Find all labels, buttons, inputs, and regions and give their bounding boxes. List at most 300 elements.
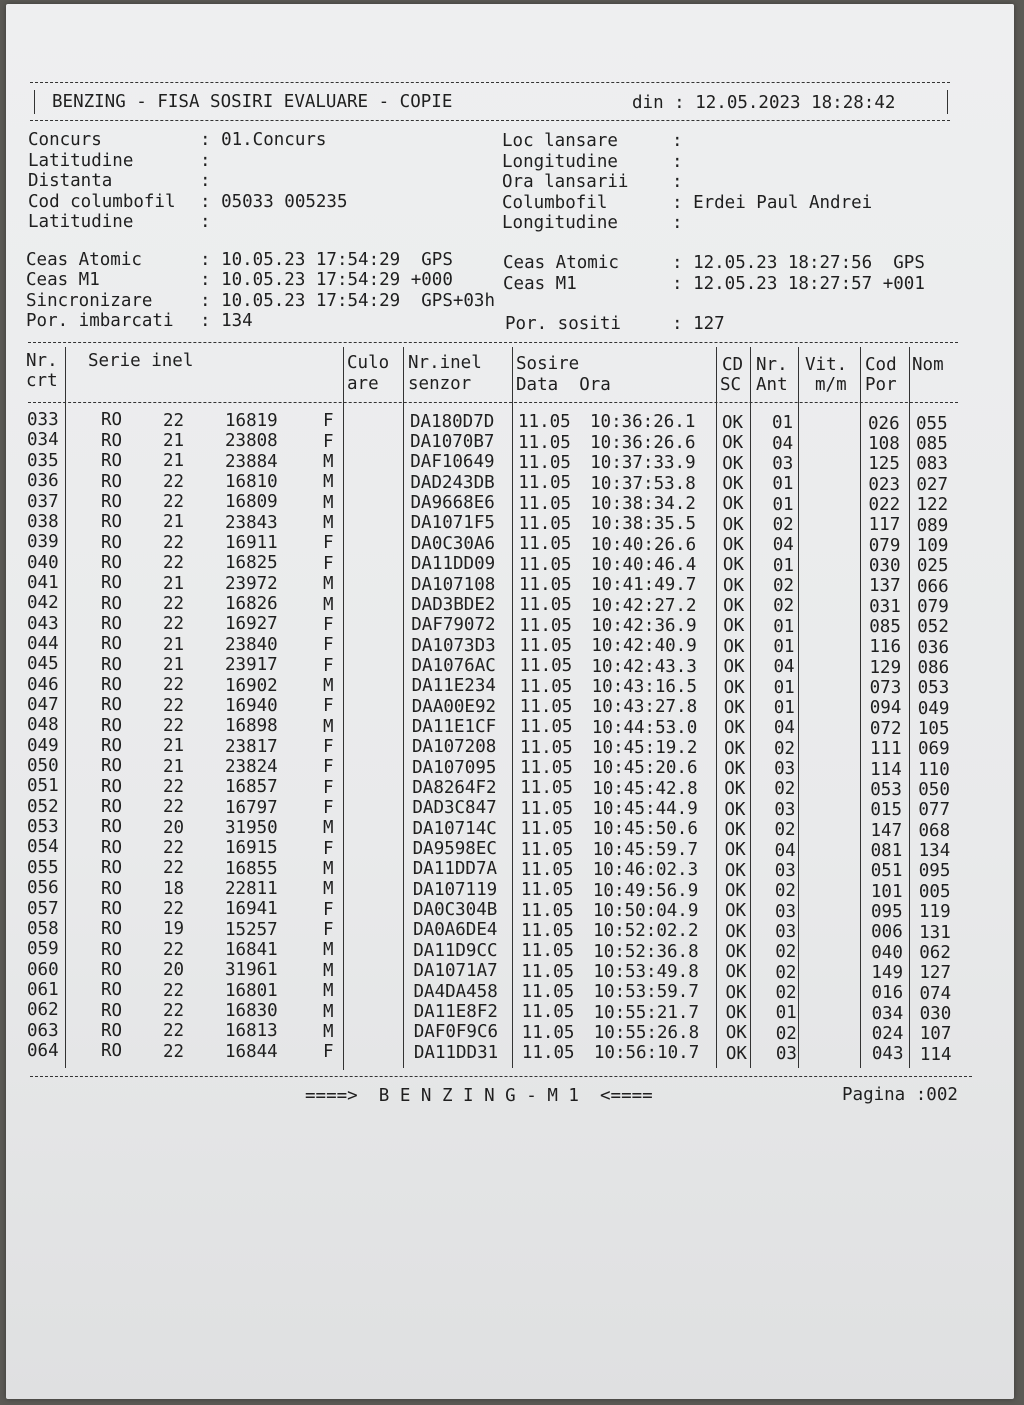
table-cell: 23824: [225, 756, 278, 777]
table-cell: RO: [101, 410, 123, 431]
table-cell: 03: [772, 453, 794, 474]
table-cell: DA1076AC: [411, 655, 496, 676]
table-cell: 21: [163, 736, 185, 757]
col-nom: Nom: [912, 355, 944, 375]
table-cell: 050: [918, 780, 950, 801]
table-cell: DAD243DB: [410, 472, 495, 493]
table-cell: 21: [163, 512, 185, 533]
table-cell: 030: [868, 556, 901, 577]
clock-left-label: Sincronizare: [26, 290, 153, 311]
table-cell: 01: [772, 555, 794, 576]
table-cell: 11.05: [518, 432, 571, 453]
table-cell: 11.05: [521, 900, 574, 921]
table-cell: 22: [163, 695, 185, 716]
table-cell: OK: [724, 799, 746, 820]
table-cell: F: [323, 777, 334, 798]
table-cell: 23840: [225, 634, 278, 655]
table-cell: 21: [163, 451, 185, 472]
col-cod: Cod: [865, 355, 897, 375]
table-cell: 10:36:26.6: [590, 432, 696, 453]
table-cell: 10:55:26.8: [593, 1022, 700, 1043]
table-cell: 11.05: [521, 1043, 575, 1063]
table-cell: OK: [725, 1023, 747, 1044]
table-cell: 11.05: [518, 473, 572, 494]
table-cell: RO: [101, 1020, 123, 1041]
table-cell: RO: [101, 451, 123, 472]
table-cell: 11.05: [519, 595, 572, 616]
table-cell: 10:38:35.5: [590, 514, 696, 535]
table-cell: 16830: [225, 1001, 278, 1022]
table-cell: 22: [163, 980, 185, 1001]
table-cell: 116: [869, 637, 901, 658]
table-cell: 050: [27, 756, 59, 777]
table-cell: RO: [101, 593, 123, 614]
table-cell: 11.05: [519, 697, 573, 718]
table-cell: F: [323, 614, 334, 635]
table-cell: DA180D7D: [410, 411, 495, 432]
table-cell: 11.05: [520, 758, 573, 779]
info-right-label: Longitudine: [502, 151, 618, 172]
table-cell: RO: [101, 613, 123, 634]
table-cell: 039: [27, 532, 59, 553]
table-cell: 053: [870, 779, 902, 800]
table-cell: 074: [919, 983, 952, 1004]
table-cell: 111: [870, 739, 902, 760]
table-cell: OK: [724, 779, 746, 800]
table-cell: 10:41:49.7: [591, 575, 697, 596]
table-cell: 19: [163, 919, 185, 940]
table-cell: 04: [773, 718, 795, 739]
table-cell: 024: [871, 1024, 904, 1045]
table-cell: 11.05: [519, 615, 572, 636]
table-cell: OK: [723, 616, 745, 637]
table-cell: 22: [163, 553, 185, 574]
column-separator: [909, 347, 910, 1068]
table-cell: 049: [27, 735, 59, 756]
table-cell: 21: [163, 573, 185, 594]
table-cell: 056: [27, 878, 59, 899]
table-cell: 23972: [225, 573, 278, 594]
header-top-rule: [30, 82, 950, 83]
table-cell: 073: [869, 678, 902, 699]
info-right-label: Ora lansarii: [502, 172, 629, 192]
table-cell: DA11DD31: [413, 1042, 499, 1063]
table-cell: OK: [723, 718, 745, 739]
table-cell: M: [323, 452, 334, 473]
table-cell: OK: [722, 453, 744, 474]
table-cell: 10:46:02.3: [592, 860, 699, 881]
table-cell: 034: [871, 1003, 904, 1024]
table-cell: 11.05: [519, 656, 573, 677]
table-cell: RO: [101, 980, 123, 1001]
table-cell: 11.05: [520, 880, 574, 901]
table-cell: 11.05: [519, 676, 573, 697]
table-cell: OK: [724, 860, 746, 881]
table-cell: 005: [918, 881, 951, 902]
table-cell: 22: [163, 777, 185, 797]
table-cell: DA9598EC: [412, 839, 497, 860]
footer-device: ====> B E N Z I N G - M 1 <====: [305, 1086, 653, 1106]
table-cell: 16813: [225, 1021, 278, 1042]
table-cell: M: [323, 818, 334, 839]
report-title: BENZING - FISA SOSIRI EVALUARE - COPIE: [52, 92, 453, 112]
table-cell: OK: [723, 677, 745, 698]
table-cell: 10:45:59.7: [592, 839, 698, 860]
table-cell: 053: [27, 817, 59, 838]
table-cell: 033: [27, 410, 59, 431]
table-cell: RO: [101, 471, 123, 492]
table-cell: M: [323, 675, 334, 696]
info-right-value: :: [672, 213, 683, 233]
table-cell: 10:45:50.6: [592, 819, 698, 840]
table-cell: 016: [871, 983, 904, 1004]
table-cell: 02: [775, 982, 797, 1003]
table-cell: RO: [101, 634, 123, 655]
table-cell: 129: [869, 657, 902, 678]
table-cell: 030: [919, 1003, 952, 1024]
table-cell: 11.05: [520, 819, 574, 840]
table-cell: DA4DA458: [413, 981, 498, 1002]
table-cell: 059: [27, 939, 59, 960]
table-cell: 04: [774, 840, 796, 861]
table-cell: 11.05: [518, 513, 572, 534]
table-cell: 02: [773, 596, 795, 617]
table-cell: 10:38:34.2: [590, 493, 696, 514]
table-cell: RO: [101, 776, 123, 797]
table-cell: RO: [101, 756, 123, 777]
table-cell: 025: [916, 556, 949, 577]
table-cell: RO: [101, 959, 123, 980]
col-vit: m/m: [815, 375, 847, 395]
table-cell: 068: [918, 820, 951, 841]
col-sosire: Sosire: [516, 354, 580, 374]
table-cell: 072: [869, 718, 902, 739]
table-cell: 16801: [225, 980, 278, 1001]
table-cell: 11.05: [518, 452, 571, 473]
table-cell: 16927: [225, 614, 278, 635]
table-cell: 22: [163, 1000, 185, 1021]
table-cell: 10:36:26.1: [590, 412, 696, 433]
table-cell: OK: [722, 474, 744, 495]
table-cell: 02: [772, 514, 794, 535]
col-ant: Nr.: [756, 355, 788, 375]
table-cell: 11.05: [521, 1002, 575, 1023]
table-cell: 10:56:10.7: [593, 1043, 700, 1064]
table-cell: 062: [919, 942, 951, 963]
table-cell: DA11D9CC: [413, 940, 498, 961]
col-ant: Ant: [756, 375, 788, 395]
table-cell: 22: [163, 899, 185, 920]
table-cell: 31961: [225, 960, 278, 981]
table-cell: 02: [775, 1023, 797, 1044]
table-cell: 11.05: [521, 941, 574, 962]
table-cell: RO: [101, 817, 123, 838]
table-cell: 036: [917, 637, 949, 658]
table-cell: F: [323, 533, 334, 554]
table-cell: F: [323, 431, 334, 452]
table-cell: OK: [725, 901, 747, 922]
table-cell: 079: [868, 535, 901, 556]
table-cell: 22: [163, 532, 185, 553]
table-cell: 10:53:59.7: [593, 982, 699, 1003]
table-cell: DA107208: [412, 737, 497, 758]
info-right-label: Loc lansare: [502, 131, 618, 151]
table-cell: 052: [27, 796, 59, 817]
table-cell: DA0C30A6: [410, 533, 496, 554]
table-cell: DA11DD7A: [412, 859, 498, 880]
column-separator: [750, 347, 751, 1068]
table-cell: 11.05: [518, 412, 571, 433]
table-cell: RO: [101, 1000, 123, 1021]
table-cell: 16855: [225, 858, 278, 879]
table-cell: 043: [27, 613, 59, 634]
table-cell: OK: [722, 433, 744, 454]
report-date: din : 12.05.2023 18:28:42: [632, 93, 896, 113]
table-cell: 10:45:19.2: [592, 738, 698, 759]
table-cell: RO: [101, 695, 123, 716]
info-right-value: :: [672, 131, 683, 151]
table-cell: RO: [101, 898, 123, 919]
table-cell: OK: [722, 412, 744, 433]
table-cell: 11.05: [518, 554, 572, 575]
table-cell: OK: [722, 535, 744, 556]
col-cdsc: CD: [722, 355, 744, 375]
clock-left-value: : 10.05.23 17:54:29 +000: [200, 270, 453, 291]
table-cell: OK: [725, 921, 747, 942]
table-cell: 10:43:27.8: [591, 697, 698, 718]
table-cell: 16810: [225, 472, 278, 492]
table-cell: 052: [917, 617, 949, 638]
table-cell: DA107095: [412, 757, 497, 778]
table-cell: DA1071A7: [413, 961, 498, 982]
table-cell: 16826: [225, 594, 278, 615]
table-cell: 11.05: [520, 778, 573, 799]
info-left-label: Concurs: [28, 130, 102, 150]
table-cell: 11.05: [519, 717, 573, 738]
table-cell: 04: [772, 535, 794, 556]
table-cell: 21: [163, 654, 185, 675]
table-cell: 22: [163, 614, 185, 635]
table-cell: F: [323, 899, 334, 920]
table-cell: 11.05: [520, 798, 574, 819]
table-cell: 069: [918, 739, 950, 760]
table-cell: DA107119: [412, 879, 498, 900]
table-cell: 137: [869, 576, 901, 597]
table-cell: 095: [871, 901, 903, 922]
table-cell: F: [323, 411, 334, 432]
table-cell: 03: [774, 799, 796, 820]
table-cell: OK: [724, 840, 746, 861]
table-cell: RO: [101, 1041, 123, 1062]
table-cell: RO: [101, 858, 123, 879]
col-senzor: senzor: [408, 374, 472, 394]
table-cell: 16844: [225, 1041, 278, 1062]
info-right-label: Longitudine: [502, 213, 618, 233]
table-cell: RO: [101, 736, 123, 757]
table-cell: RO: [101, 919, 123, 940]
table-cell: 21: [163, 634, 185, 655]
table-cell: 01: [772, 474, 794, 495]
table-cell: 02: [774, 779, 796, 800]
table-cell: F: [323, 838, 334, 859]
info-left-value: :: [200, 212, 211, 232]
column-separator: [860, 347, 861, 1068]
table-cell: OK: [724, 758, 746, 779]
table-cell: 11.05: [519, 574, 572, 595]
table-cell: DA11DD09: [410, 554, 496, 575]
table-cell: 035: [27, 450, 59, 471]
table-cell: M: [323, 574, 334, 595]
table-cell: M: [323, 492, 334, 513]
table-cell: DA10714C: [412, 818, 497, 839]
table-cell: F: [323, 635, 334, 656]
clock-left-label: Por. imbarcati: [26, 310, 174, 331]
table-cell: 086: [917, 657, 950, 678]
table-cell: RO: [101, 430, 123, 451]
table-cell: 081: [870, 840, 903, 861]
table-cell: 053: [917, 678, 950, 699]
table-cell: RO: [101, 715, 123, 736]
table-cell: 034: [27, 430, 59, 451]
info-right-label: Columbofil: [502, 192, 608, 213]
table-cell: 10:52:02.2: [593, 921, 699, 942]
table-cell: 01: [773, 677, 795, 698]
table-cell: 21: [163, 431, 185, 452]
table-cell: 031: [869, 596, 901, 617]
table-cell: 122: [916, 495, 949, 516]
table-cell: 02: [775, 962, 797, 983]
table-cell: M: [323, 859, 334, 880]
table-cell: DAF0F9C6: [413, 1022, 499, 1043]
table-header-rule: [28, 402, 958, 403]
table-cell: 062: [27, 1000, 59, 1021]
table-cell: DA0A6DE4: [413, 920, 498, 941]
table-cell: 057: [27, 898, 59, 919]
table-cell: 03: [774, 759, 796, 780]
table-cell: 10:52:36.8: [593, 941, 699, 962]
table-cell: 094: [869, 698, 902, 719]
table-cell: 046: [27, 674, 59, 695]
table-cell: 01: [773, 698, 795, 719]
table-cell: 10:43:16.5: [591, 677, 697, 697]
table-cell: 04: [773, 657, 795, 678]
header-left-bar: [34, 90, 35, 114]
clock-right-value: : 127: [672, 314, 725, 334]
info-left-value: :: [200, 171, 211, 191]
table-cell: 055: [916, 413, 948, 434]
table-cell: 064: [27, 1040, 59, 1061]
table-cell: 03: [775, 921, 797, 942]
table-cell: 042: [27, 593, 59, 614]
table-cell: OK: [725, 982, 747, 1003]
table-cell: M: [323, 960, 334, 981]
table-cell: 044: [27, 633, 59, 654]
table-cell: 01: [772, 494, 794, 515]
table-cell: 16857: [225, 777, 278, 798]
table-cell: 23817: [225, 736, 278, 757]
table-cell: 16825: [225, 553, 278, 574]
table-cell: 22811: [225, 879, 278, 899]
table-cell: 051: [870, 861, 903, 882]
table-cell: F: [323, 1042, 334, 1063]
table-cell: 11.05: [521, 961, 575, 982]
info-left-value: :: [200, 150, 211, 171]
table-cell: 01: [772, 413, 794, 434]
table-cell: RO: [101, 837, 123, 858]
table-cell: DA1073D3: [411, 635, 496, 656]
column-separator: [798, 347, 799, 1068]
table-cell: 23917: [225, 655, 278, 676]
table-cell: M: [323, 1021, 334, 1042]
table-cell: 058: [27, 918, 59, 939]
table-cell: 20: [163, 960, 185, 981]
table-cell: 02: [774, 738, 796, 759]
table-cell: RO: [101, 675, 123, 695]
table-cell: 095: [918, 861, 951, 882]
table-cell: 108: [868, 433, 900, 454]
table-cell: 10:40:46.4: [590, 554, 697, 575]
col-cod: Por: [865, 375, 897, 395]
table-cell: DAD3BDE2: [411, 594, 496, 615]
table-cell: 077: [918, 800, 950, 821]
table-cell: 079: [917, 596, 949, 617]
table-cell: DA11E234: [411, 676, 496, 697]
table-cell: 047: [27, 695, 59, 715]
table-cell: OK: [722, 555, 744, 576]
table-cell: OK: [724, 819, 746, 840]
table-cell: 22: [163, 1041, 185, 1062]
table-cell: DA107108: [411, 574, 496, 595]
table-cell: 16809: [225, 492, 278, 513]
table-cell: DA8264F2: [412, 778, 497, 799]
table-cell: OK: [724, 881, 746, 902]
table-cell: 11.05: [521, 920, 574, 941]
clock-left-value: : 10.05.23 17:54:29 GPS+03h: [200, 290, 496, 311]
table-cell: 110: [918, 759, 950, 780]
table-cell: 10:45:42.8: [592, 778, 698, 799]
table-cell: 11.05: [519, 636, 573, 656]
table-cell: OK: [723, 636, 745, 657]
table-cell: 055: [27, 857, 59, 878]
table-cell: 023: [868, 474, 900, 495]
col-cdsc: SC: [720, 375, 742, 395]
table-cell: 10:42:27.2: [591, 595, 697, 616]
table-cell: 31950: [225, 817, 278, 838]
table-cell: DAF10649: [410, 452, 495, 473]
table-cell: M: [323, 879, 334, 900]
table-cell: 16797: [225, 797, 278, 818]
table-cell: 22: [163, 715, 185, 736]
table-cell: M: [323, 513, 334, 534]
table-top-rule: [28, 342, 958, 343]
info-left-value: : 05033 005235: [200, 191, 348, 212]
table-cell: OK: [725, 942, 747, 963]
table-cell: 127: [919, 963, 951, 984]
table-cell: 147: [870, 820, 903, 841]
table-cell: 22: [163, 675, 185, 696]
clock-right-label: Ceas M1: [503, 273, 577, 294]
table-cell: 22: [163, 471, 185, 492]
table-cell: 10:42:43.3: [591, 656, 697, 677]
table-cell: F: [323, 553, 334, 574]
info-right-value: :: [672, 172, 683, 192]
info-left-value: : 01.Concurs: [200, 130, 327, 150]
col-culoare: Culo: [347, 353, 390, 373]
table-cell: RO: [101, 797, 123, 818]
table-cell: 054: [27, 837, 59, 858]
table-cell: DA0C304B: [413, 900, 498, 921]
table-cell: 23843: [225, 512, 278, 533]
